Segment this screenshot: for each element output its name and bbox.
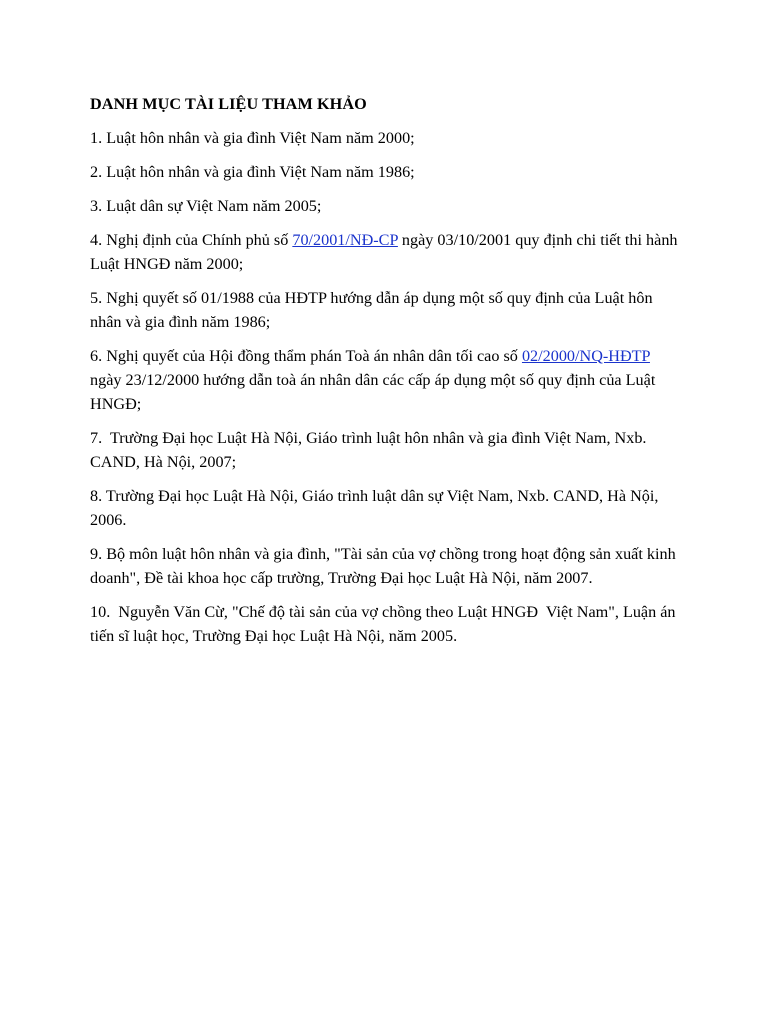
decree-70-2001-link[interactable]: 70/2001/NĐ-CP	[292, 231, 398, 249]
reference-item-7: 7. Trường Đại học Luật Hà Nội, Giáo trình luật hôn nhân và gia đình Việt Nam, Nxb. CAND, Hà Nội, 2007;	[90, 429, 651, 471]
reference-item-4-text-after: ngày 03/10/2001 quy định chi tiết thi hành Luật HNGĐ năm 2000;	[90, 231, 678, 273]
reference-item-2: 2. Luật hôn nhân và gia đình Việt Nam năm 1986;	[90, 163, 415, 181]
reference-item-6	[90, 344, 680, 416]
reference-item-10: 10. Nguyễn Văn Cừ, "Chế độ tài sản của vợ chồng theo Luật HNGĐ Việt Nam", Luận án tiến sĩ luật học, Trường Đại học Luật Hà Nội, năm 2005.	[90, 603, 680, 645]
reference-item-5: 5. Nghị quyết số 01/1988 của HĐTP hướng dẫn áp dụng một số quy định của Luật hôn nhân và gia đình năm 1986;	[90, 289, 653, 331]
reference-item-6-text-before: 6. Nghị quyết của Hội đồng thẩm phán Toà án nhân dân tối cao số	[90, 347, 522, 365]
reference-item-3: 3. Luật dân sự Việt Nam năm 2005;	[90, 197, 322, 215]
resolution-02-2000-link[interactable]: 02/2000/NQ-HĐTP	[521, 347, 650, 365]
reference-item-4-text-before: 4. Nghị định của Chính phủ số	[90, 231, 293, 249]
document-heading: DANH MỤC TÀI LIỆU THAM KHẢO	[90, 95, 367, 113]
reference-item-9: 9. Bộ môn luật hôn nhân và gia đình, "Tài sản của vợ chồng trong hoạt động sản xuất kinh doanh", Đề tài khoa học cấp trường, Trường Đại học Luật Hà Nội, năm 2007.	[90, 545, 676, 587]
reference-item-8: 8. Trường Đại học Luật Hà Nội, Giáo trình luật dân sự Việt Nam, Nxb. CAND, Hà Nội, 2006.	[90, 487, 659, 529]
reference-item-4	[90, 228, 680, 276]
document-page	[90, 92, 680, 658]
reference-item-1: 1. Luật hôn nhân và gia đình Việt Nam năm 2000;	[90, 129, 415, 147]
reference-item-6-text-after: ngày 23/12/2000 hướng dẫn toà án nhân dân các cấp áp dụng một số quy định của Luật HNGĐ;	[90, 371, 656, 413]
